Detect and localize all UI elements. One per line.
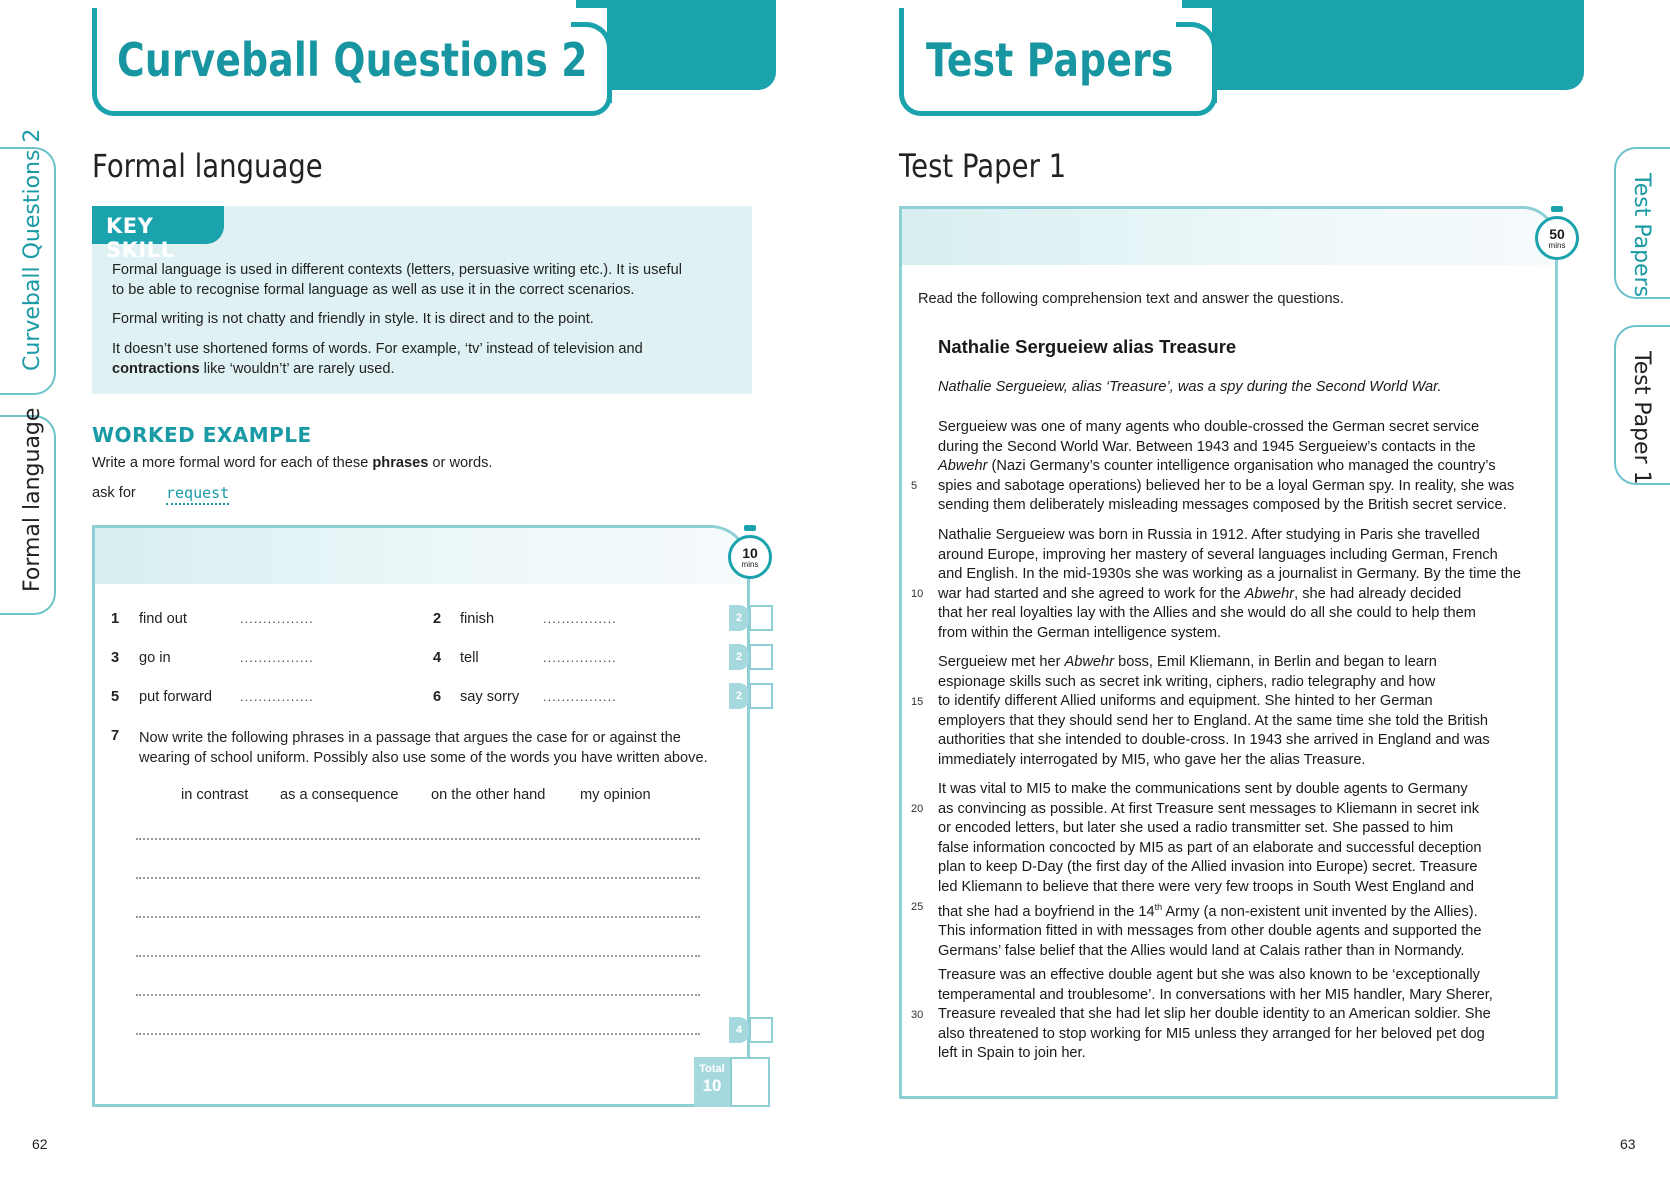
superscript: th — [1154, 901, 1163, 912]
question-number: 4 — [433, 650, 442, 666]
writing-line[interactable] — [136, 916, 700, 918]
question-number: 7 — [111, 728, 120, 744]
test-instruction: Read the following comprehension text and answer the questions. — [918, 291, 1344, 307]
instruction-text: Write a more formal word for each of these — [92, 455, 373, 471]
passage-line: It was vital to MI5 to make the communications sent by double agents to Germany — [938, 781, 1468, 797]
passage-text: war had started and she agreed to work for the — [938, 585, 1245, 602]
timer-50-mins — [1535, 216, 1579, 260]
left-page-title: Curveball Questions 2 — [117, 33, 588, 87]
phrase: in contrast — [181, 787, 249, 803]
passage-line: left in Spain to join her. — [938, 1045, 1086, 1062]
passage-line — [938, 585, 1538, 605]
italic-term: Abwehr — [1244, 585, 1295, 602]
phrase: my opinion — [580, 787, 651, 803]
passage-line: employers that they should send her to England. At the same time she told the British — [938, 712, 1489, 729]
side-tab-curveball[interactable] — [0, 128, 56, 395]
line-number: 10 — [911, 588, 924, 600]
question-text: go in — [139, 650, 171, 666]
passage-line: espionage skills such as secret ink writing, ciphers, radio telegraphy and how — [938, 673, 1436, 690]
right-header-block — [1182, 0, 1584, 90]
test-paper-header-band — [902, 209, 1555, 265]
worked-example-prompt: ask for — [92, 485, 136, 501]
side-tab-test-papers-label: Test Papers — [1629, 173, 1654, 298]
answer-blank[interactable]: ................ — [543, 689, 617, 704]
passage-line: and English. In the mid-1930s she was working as a journalist in Germany. By the time the — [938, 566, 1521, 583]
total-tab — [694, 1057, 730, 1107]
passage-line: that her real loyalties lay with the Allies and she would do all she could to help them — [938, 605, 1476, 622]
instruction-text: or words. — [428, 455, 493, 471]
line-number: 15 — [911, 696, 924, 708]
key-skill-line: to be able to recognise formal language as well as use it in the correct scenarios. — [112, 282, 635, 298]
key-skill-text: like ‘wouldn’t’ are rarely used. — [199, 361, 395, 377]
answer-blank[interactable]: ................ — [543, 611, 617, 626]
passage-text: (Nazi Germany’s counter intelligence organisation who managed the country’s — [987, 458, 1496, 475]
page-number-right: 63 — [1620, 1136, 1636, 1152]
passage-line: Treasure revealed that she had let slip her double identity to an American soldier. She — [938, 1006, 1491, 1023]
passage-text: that she had a boyfriend in the 14 — [938, 903, 1155, 920]
passage-line: sending them deliberately misleading messages composed by the British secret service. — [938, 497, 1507, 514]
timer-knob — [1551, 206, 1563, 212]
passage-line: immediately interrogated by MI5, who gave her the alias Treasure. — [938, 751, 1366, 768]
passage-line: Sergueiew was one of many agents who double-crossed the German secret service — [938, 419, 1480, 435]
bold-term: contractions — [112, 361, 200, 377]
question-text: put forward — [139, 689, 213, 705]
question-number: 1 — [111, 611, 120, 627]
timer-value: 50 — [1549, 226, 1565, 242]
passage-line: false information concocted by MI5 as part of an elaborate and successful deception — [938, 839, 1482, 856]
writing-line[interactable] — [136, 877, 700, 879]
phrase: as a consequence — [280, 787, 399, 803]
passage-paragraph — [938, 966, 1538, 1064]
passage-line: Nathalie Sergueiew was born in Russia in 1912. After studying in Paris she travelled — [938, 527, 1480, 543]
key-skill-line: Formal writing is not chatty and friendly in style. It is direct and to the point. — [112, 311, 594, 327]
passage-line: around Europe, improving her mastery of several languages including German, French — [938, 546, 1498, 563]
writing-line[interactable] — [136, 1033, 700, 1035]
passage-line: led Kliemann to believe that there were very few troops in South West England and — [938, 878, 1474, 895]
writing-line[interactable] — [136, 955, 700, 957]
section-title-test-paper-1: Test Paper 1 — [899, 147, 1067, 185]
side-tab-formal-label: Formal language — [20, 407, 45, 592]
total-label: Total — [699, 1063, 725, 1075]
mark-box[interactable] — [729, 605, 773, 631]
side-tab-test-papers[interactable] — [1614, 147, 1670, 299]
timer-unit: mins — [741, 560, 759, 569]
passage-paragraph — [938, 780, 1538, 961]
passage-line: spies and sabotage operations) believed her to be a loyal German spy. In reality, she was — [938, 477, 1515, 494]
mark-value: 2 — [729, 644, 749, 670]
passage-line: to identify different Allied uniforms and equipment. She hinted to her German — [938, 693, 1433, 710]
passage-line: as convincing as possible. At first Treasure sent messages to Kliemann in secret ink — [938, 800, 1480, 817]
passage-line: authorities that she intended to double-cross. In 1943 she arrived in England and was — [938, 732, 1490, 749]
mark-value: 2 — [729, 683, 749, 709]
timer-value: 10 — [742, 545, 758, 561]
passage-line: from within the German intelligence system. — [938, 624, 1222, 641]
passage-line: also threatened to stop working for MI5 unless they arranged for her beloved pet dog — [938, 1025, 1485, 1042]
passage-line: Treasure was an effective double agent but she was also known to be ‘exceptionally — [938, 967, 1480, 983]
total-box[interactable] — [730, 1057, 770, 1107]
passage-paragraph — [938, 418, 1538, 516]
total-value: 10 — [702, 1076, 722, 1095]
key-skill-line — [112, 359, 737, 379]
passage-text: , she had already decided — [1294, 585, 1462, 602]
total-marks[interactable] — [694, 1057, 776, 1107]
phrase: on the other hand — [431, 787, 546, 803]
mark-box[interactable] — [729, 683, 773, 709]
passage-line: temperamental and troublesome’. In conversations with her MI5 handler, Mary Sherer, — [938, 986, 1493, 1003]
side-tab-test-paper-1-label: Test Paper 1 — [1629, 351, 1654, 485]
mark-box[interactable] — [729, 644, 773, 670]
timer-unit: mins — [1548, 241, 1566, 250]
mark-value: 2 — [729, 605, 749, 631]
answer-blank[interactable]: ................ — [240, 689, 314, 704]
exercise-box — [92, 525, 750, 1107]
question-number: 3 — [111, 650, 120, 666]
mark-value: 4 — [729, 1017, 749, 1043]
writing-line[interactable] — [136, 994, 700, 996]
passage-line: during the Second World War. Between 1943 and 1945 Sergueiew’s contacts in the — [938, 438, 1476, 455]
section-title-formal-language: Formal language — [92, 147, 323, 185]
mark-box[interactable] — [729, 1017, 773, 1043]
passage-line: plan to keep D-Day (the first day of the Allied invasion into Europe) secret. Treasure — [938, 859, 1478, 876]
side-tab-formal-language[interactable] — [0, 407, 56, 615]
passage-text: boss, Emil Kliemann, in Berlin and began to learn — [1114, 654, 1437, 670]
key-skill-paragraph — [112, 260, 737, 300]
line-number: 20 — [911, 803, 924, 815]
key-skill-label: KEY SKILL — [92, 206, 224, 244]
passage-paragraph — [938, 526, 1538, 644]
worked-example-title: WORKED EXAMPLE — [92, 423, 312, 447]
italic-term: Abwehr — [1064, 654, 1115, 670]
bold-term: phrases — [372, 455, 429, 471]
key-skill-paragraph — [112, 339, 737, 379]
passage-line — [938, 653, 1538, 673]
key-skill-panel — [92, 206, 752, 394]
question-number: 2 — [433, 611, 442, 627]
timer-10-mins — [728, 535, 772, 579]
side-tab-curveball-label: Curveball Questions 2 — [20, 128, 45, 371]
passage-subtitle: Nathalie Sergueiew, alias ‘Treasure’, was a spy during the Second World War. — [938, 379, 1442, 395]
page-number-left: 62 — [32, 1136, 48, 1152]
passage-line: or encoded letters, but later she used a radio transmitter set. She passed to him — [938, 820, 1454, 837]
question-number: 6 — [433, 689, 442, 705]
passage-paragraph — [938, 653, 1538, 771]
writing-line[interactable] — [136, 838, 700, 840]
italic-term: Abwehr — [938, 458, 988, 475]
passage-line: This information fitted in with messages from other double agents and supported the — [938, 923, 1482, 940]
line-number: 30 — [911, 1009, 924, 1021]
exercise-header-band — [95, 528, 747, 584]
worked-example-instruction — [92, 455, 492, 471]
passage-line — [938, 898, 1538, 922]
answer-blank[interactable]: ................ — [240, 611, 314, 626]
timer-knob — [744, 525, 756, 531]
passage-title: Nathalie Sergueiew alias Treasure — [938, 336, 1237, 357]
right-page-title: Test Papers — [926, 33, 1174, 87]
question-number: 5 — [111, 689, 120, 705]
question-text: say sorry — [460, 689, 520, 705]
question-text: tell — [460, 650, 479, 666]
question-text: find out — [139, 611, 187, 627]
line-number: 5 — [911, 480, 918, 492]
passage-text: Sergueiew met her — [938, 654, 1065, 670]
passage-line — [938, 457, 1538, 477]
worked-example-answer: request — [166, 484, 229, 505]
passage-line: Germans’ false belief that the Allies would land at Calais rather than in Normandy. — [938, 942, 1465, 959]
question-text: finish — [460, 611, 495, 627]
question-text — [139, 728, 708, 768]
key-skill-line: Formal language is used in different contexts (letters, persuasive writing etc.). It is useful — [112, 262, 682, 278]
question-line: Now write the following phrases in a passage that argues the case for or against the — [139, 730, 681, 746]
answer-blank[interactable]: ................ — [543, 650, 617, 665]
answer-blank[interactable]: ................ — [240, 650, 314, 665]
side-tab-test-paper-1[interactable] — [1614, 325, 1670, 485]
question-line: wearing of school uniform. Possibly also use some of the words you have written above. — [139, 750, 708, 766]
line-number: 25 — [911, 901, 924, 913]
passage-text: Army (a non-existent unit invented by the Allies). — [1162, 903, 1478, 920]
key-skill-paragraph — [112, 309, 737, 329]
key-skill-line: It doesn’t use shortened forms of words. For example, ‘tv’ instead of television and — [112, 341, 643, 357]
